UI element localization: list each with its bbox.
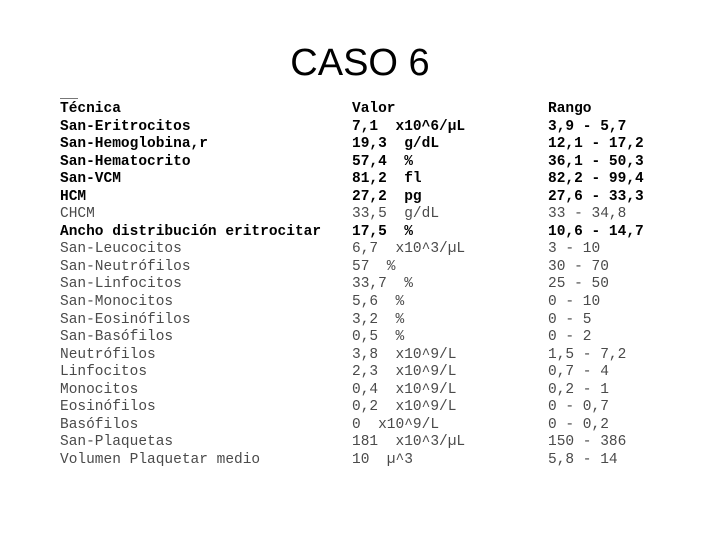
table-row [60, 171, 680, 189]
table-body [60, 119, 680, 470]
table-row [60, 189, 680, 207]
test-value: 3,2 % [352, 311, 405, 328]
test-name: Eosinófilos [60, 399, 156, 416]
test-range: 10,6 - 14,7 [548, 223, 644, 240]
test-range: 3,9 - 5,7 [548, 118, 627, 135]
test-name: CHCM [60, 206, 95, 223]
test-value: 2,3 x10^9/L [352, 364, 457, 381]
table-row [60, 329, 680, 347]
test-value: 57 % [352, 258, 396, 275]
test-range: 27,6 - 33,3 [548, 188, 644, 205]
table-header-row [60, 101, 680, 119]
test-value: 0,4 x10^9/L [352, 381, 457, 398]
test-name: San-Monocitos [60, 294, 174, 311]
table-row [60, 119, 680, 137]
table-row [60, 452, 680, 470]
table-row [60, 399, 680, 417]
test-range: 0 - 10 [548, 294, 601, 311]
test-range: 0 - 0,7 [548, 399, 609, 416]
table-row [60, 382, 680, 400]
test-value: 17,5 % [352, 223, 413, 240]
test-value: 33,7 % [352, 276, 413, 293]
table-row [60, 259, 680, 277]
test-range: 0 - 0,2 [548, 416, 609, 433]
test-value: 6,7 x10^3/µL [352, 241, 466, 258]
test-value: 7,1 x10^6/µL [352, 118, 466, 135]
slide-title: CASO 6 [290, 42, 430, 84]
header-rule [60, 98, 78, 99]
test-value: 0,5 % [352, 329, 405, 346]
test-value: 3,8 x10^9/L [352, 346, 457, 363]
test-name: San-Eosinófilos [60, 311, 191, 328]
test-name: Linfocitos [60, 364, 148, 381]
table-row [60, 364, 680, 382]
table-row [60, 206, 680, 224]
table-row [60, 276, 680, 294]
test-name: San-Leucocitos [60, 241, 182, 258]
table-row [60, 154, 680, 172]
test-name: San-Eritrocitos [60, 118, 191, 135]
table-row [60, 136, 680, 154]
test-name: San-Plaquetas [60, 434, 174, 451]
test-name: Monocitos [60, 381, 139, 398]
table-row [60, 241, 680, 259]
table-row [60, 294, 680, 312]
test-range: 3 - 10 [548, 241, 601, 258]
header-tecnica: Técnica [60, 101, 121, 117]
test-range: 5,8 - 14 [548, 451, 618, 468]
test-value: 57,4 % [352, 153, 413, 170]
test-value: 10 µ^3 [352, 451, 413, 468]
test-value: 27,2 pg [352, 188, 422, 205]
table-row [60, 417, 680, 435]
test-value: 0,2 x10^9/L [352, 399, 457, 416]
header-rango: Rango [548, 101, 592, 117]
test-range: 25 - 50 [548, 276, 609, 293]
test-value: 0 x10^9/L [352, 416, 440, 433]
test-name: Ancho distribución eritrocitar [60, 223, 322, 240]
test-name: HCM [60, 188, 87, 205]
test-name: San-Hemoglobina,r [60, 136, 208, 153]
test-name: San-Hematocrito [60, 153, 191, 170]
test-range: 33 - 34,8 [548, 206, 627, 223]
test-name: San-Neutrófilos [60, 258, 191, 275]
test-range: 150 - 386 [548, 434, 627, 451]
test-name: San-Linfocitos [60, 276, 182, 293]
header-valor: Valor [352, 101, 396, 117]
test-range: 0,2 - 1 [548, 381, 609, 398]
test-range: 30 - 70 [548, 258, 609, 275]
table-row [60, 312, 680, 330]
test-name: San-Basófilos [60, 329, 174, 346]
test-value: 33,5 g/dL [352, 206, 440, 223]
test-name: Basófilos [60, 416, 139, 433]
lab-results-table [60, 101, 680, 469]
test-name: Neutrófilos [60, 346, 156, 363]
test-value: 81,2 fl [352, 171, 422, 188]
table-row [60, 347, 680, 365]
test-name: Volumen Plaquetar medio [60, 451, 261, 468]
table-row [60, 224, 680, 242]
test-range: 0 - 2 [548, 329, 592, 346]
table-row [60, 434, 680, 452]
test-range: 36,1 - 50,3 [548, 153, 644, 170]
test-value: 19,3 g/dL [352, 136, 440, 153]
test-range: 1,5 - 7,2 [548, 346, 627, 363]
test-range: 0,7 - 4 [548, 364, 609, 381]
test-value: 5,6 % [352, 294, 405, 311]
test-range: 82,2 - 99,4 [548, 171, 644, 188]
test-value: 181 x10^3/µL [352, 434, 466, 451]
test-range: 12,1 - 17,2 [548, 136, 644, 153]
test-range: 0 - 5 [548, 311, 592, 328]
test-name: San-VCM [60, 171, 121, 188]
